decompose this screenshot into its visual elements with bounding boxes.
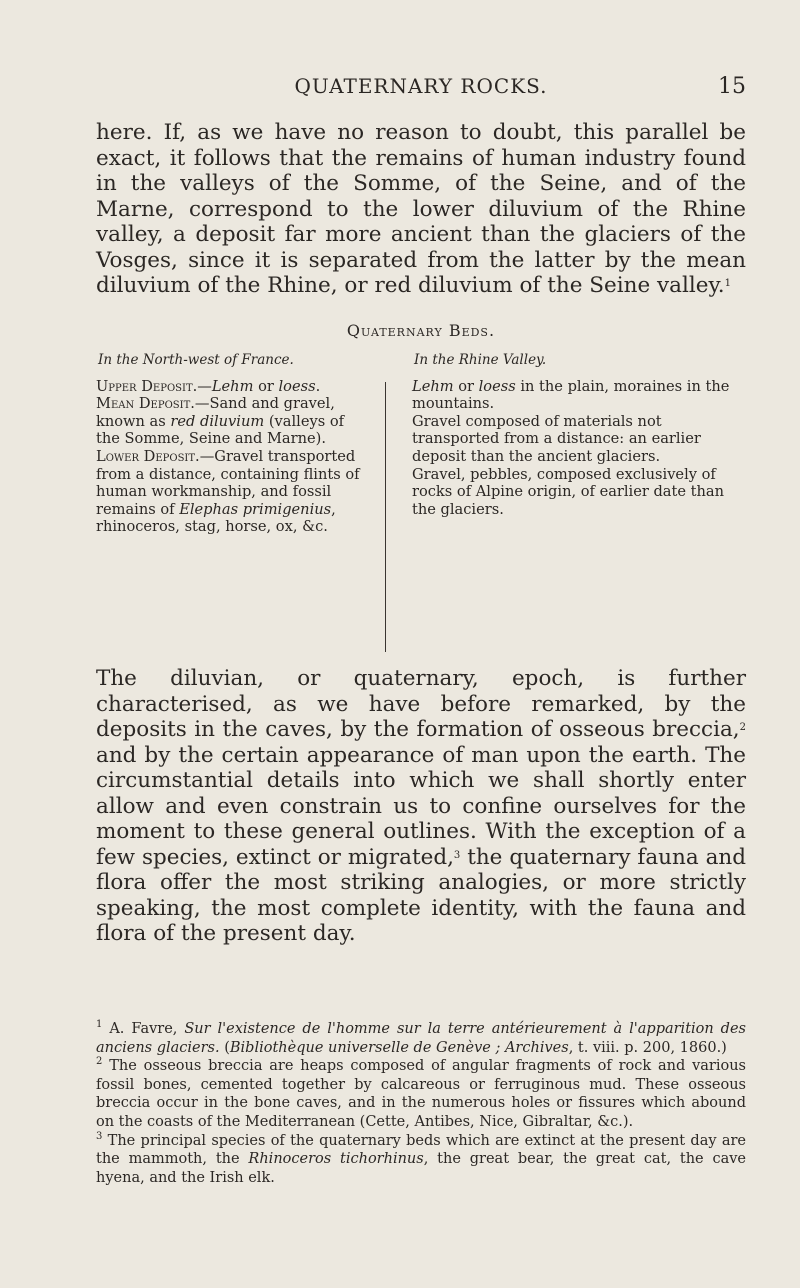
entry-text: Gravel composed of materials not transported from a distance: an earlier deposit than the ancient glaciers. [412, 412, 701, 465]
footnote-3 [96, 1132, 746, 1188]
entry-text: . [315, 377, 321, 395]
right-entry-lower [412, 466, 746, 519]
footnotes [96, 1020, 746, 1187]
entry-italic: red diluvium [170, 412, 265, 430]
table-title: Quaternary Beds. [346, 321, 496, 340]
left-entry-upper [96, 378, 370, 396]
footnote-text: A. Favre, [102, 1021, 185, 1037]
entry-text: (valleys of the Somme, Seine and Marne). [96, 412, 345, 448]
entry-text: — [197, 377, 212, 395]
entry-italic: loess [478, 377, 516, 395]
right-entry-upper [412, 378, 746, 413]
left-entry-mean [96, 395, 370, 448]
entry-text: —Gravel transported from a distance, containing flints of human workmanship, and fossil remains of [96, 447, 360, 518]
footnote-ref-2: 2 [739, 722, 746, 733]
entry-label: Upper Deposit. [96, 377, 198, 395]
footnote-text: The osseous breccia are heaps composed of angular fragments of rock and various fossil bones, cemented together by calcareous or ferruginous mud. These osseous breccia occur in the bone caves, and in the numerous holes or fissures which abound on the coasts of the Mediterranean (Cette, Antibes, Nice, Gibraltar, &c.). [96, 1058, 746, 1130]
quaternary-beds-table [96, 352, 746, 658]
page-header [96, 74, 746, 104]
entry-label: Mean Deposit. [96, 395, 195, 413]
footnote-italic: Sur l'existence de l'homme sur la terre antérieurement à l'apparition des anciens glaciers. [96, 1021, 746, 1056]
footnote-ref-1: 1 [724, 278, 731, 289]
page-number: 15 [718, 74, 746, 99]
footnote-mark: 2 [96, 1056, 103, 1068]
entry-text: in the plain, moraines in the mountains. [412, 377, 730, 413]
table-column-north-west-france [96, 352, 370, 536]
entry-italic: Elephas primigenius [179, 500, 332, 518]
footnote-text: , t. viii. p. 200, 1860.) [568, 1039, 727, 1056]
column-heading-left: In the North-west of France. [98, 352, 294, 368]
entry-italic: Lehm [412, 377, 454, 395]
entry-italic: loess [278, 377, 316, 395]
entry-text: or [253, 377, 279, 395]
paragraph-1-text: here. If, as we have no reason to doubt, this parallel be exact, it follows that the remains of human industry found in the valleys of the Somme, of the Seine, and of the Marne, correspond to the lower diluvium of the Rhine valley, a deposit far more ancient than the glaciers of the Vosges, since it is separated from the latter by the mean diluvium of the Rhine, or red diluvium of the Seine valley. [96, 120, 746, 298]
footnote-mark: 3 [96, 1130, 103, 1142]
paragraph-2-text: The diluvian, or quaternary, epoch, is further characterised, as we have before remarked, by the deposits in the caves, by the formation of osseous breccia, [96, 666, 746, 742]
footnote-mark: 1 [96, 1019, 103, 1030]
entry-text: —Sand and gravel, known as [96, 395, 335, 430]
entry-italic: Lehm [211, 377, 254, 395]
right-entry-mean [412, 413, 746, 466]
entry-text: Gravel, pebbles, composed exclusively of rocks of Alpine origin, of earlier date than the glaciers. [412, 465, 725, 518]
footnote-1 [96, 1020, 746, 1057]
footnote-text: ( [219, 1039, 230, 1056]
entry-text: or [453, 377, 479, 395]
footnote-italic: Bibliothèque universelle de Genève ; Archives [229, 1039, 569, 1056]
column-heading-right: In the Rhine Valley. [414, 352, 547, 368]
paragraph-1 [96, 120, 746, 299]
footnote-text: The principal species of the quaternary beds which are extinct at the present day are the mammoth, the [96, 1132, 746, 1168]
footnote-2 [96, 1057, 746, 1131]
footnote-italic: Rhinoceros tichorhinus [248, 1151, 424, 1168]
running-title: QUATERNARY ROCKS. [294, 74, 548, 98]
column-divider [385, 382, 386, 652]
paragraph-2-text: the quaternary fauna and flora offer the most striking analogies, or more strictly speaking, the most complete identity, with the fauna and flora of the present day. [96, 844, 746, 946]
paragraph-2 [96, 666, 746, 947]
footnote-ref-3: 3 [453, 849, 461, 861]
entry-label: Lower Deposit. [96, 447, 200, 465]
entry-text: , rhinoceros, stag, horse, ox, &c. [96, 500, 336, 536]
left-entry-lower [96, 448, 370, 536]
table-column-rhine-valley [412, 352, 746, 518]
footnote-text: , the great bear, the great cat, the cave hyena, and the Irish elk. [96, 1151, 747, 1186]
paragraph-2-text: and by the certain appearance of man upon the earth. The circumstantial details into which we shall shortly enter allow and even constrain us to confine ourselves for the moment to these general outlines. With the exception of a few species, extinct or migrated, [96, 742, 746, 870]
